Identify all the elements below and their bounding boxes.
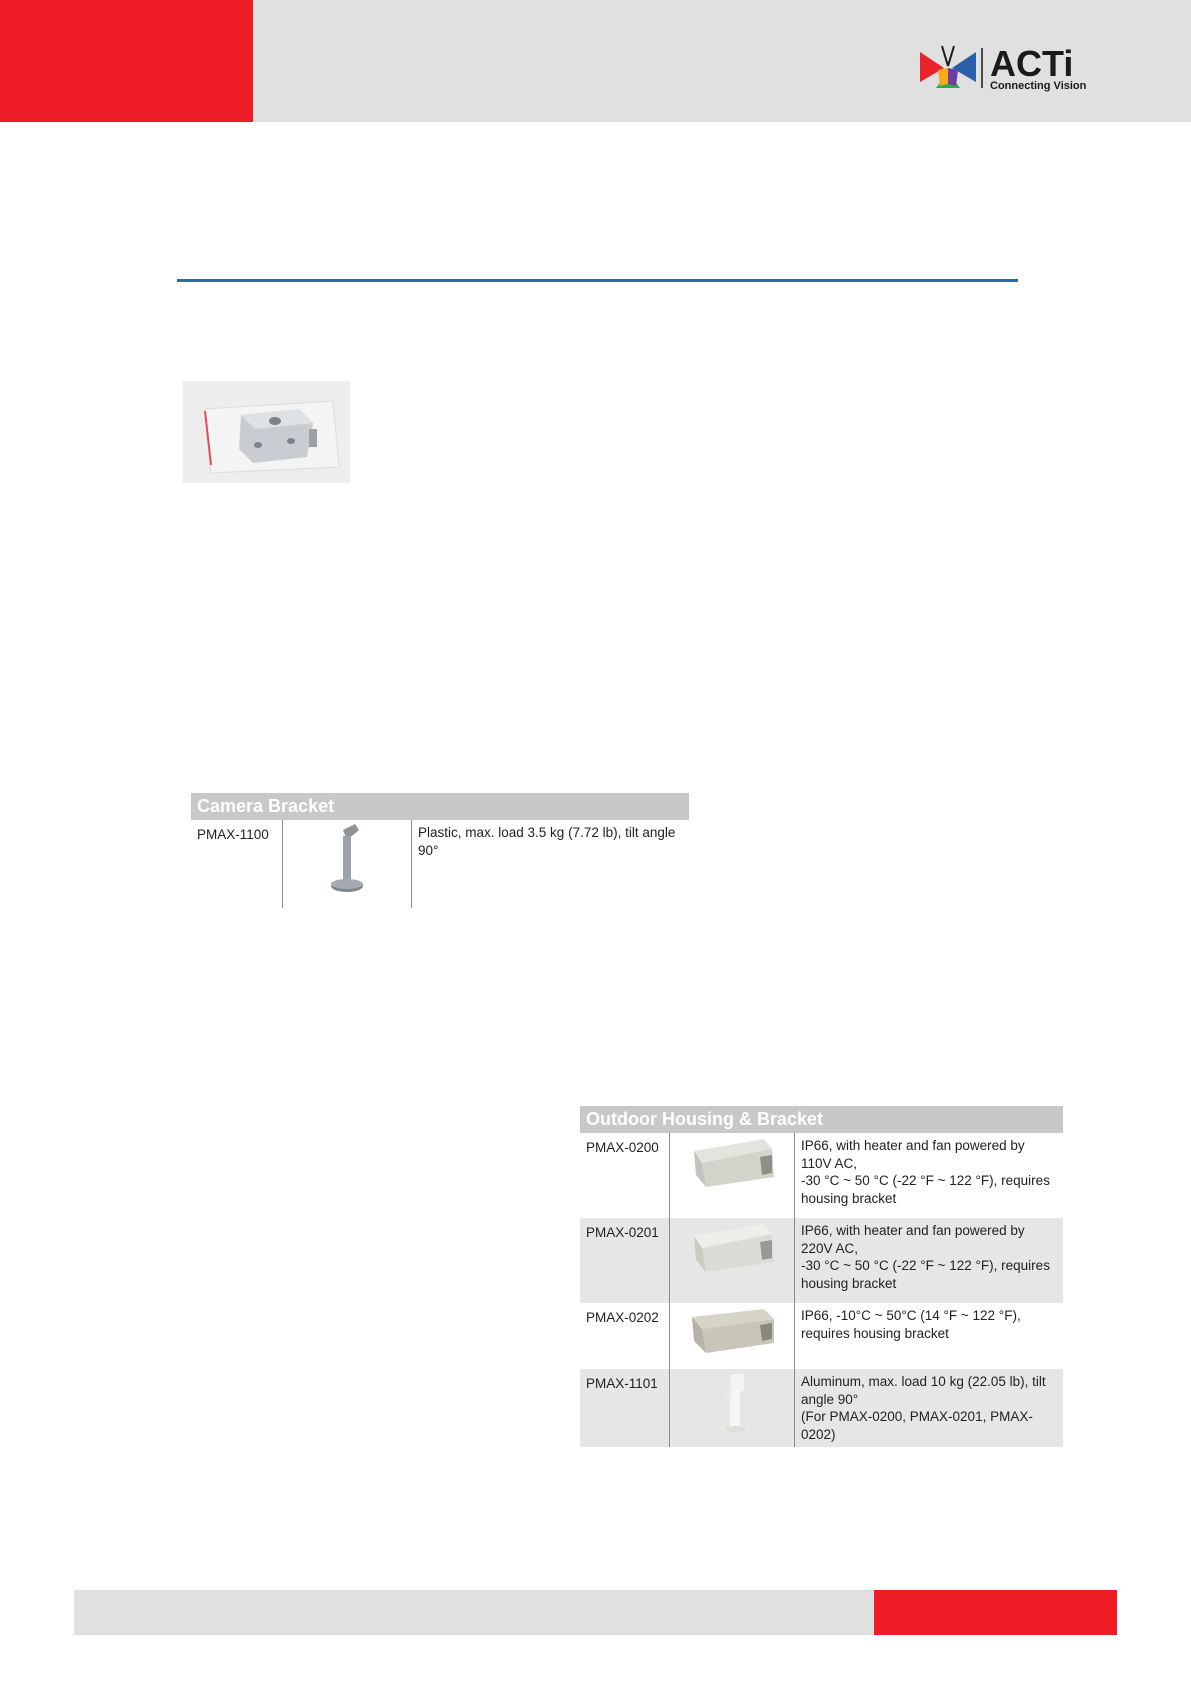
description-line: angle 90° — [801, 1391, 859, 1407]
acti-butterfly-icon — [918, 44, 984, 92]
description-line: IP66, with heater and fan powered by — [801, 1138, 1025, 1153]
description-cell — [795, 1303, 1064, 1369]
table-row — [580, 1218, 1063, 1303]
table-row — [191, 820, 689, 908]
footer-red-block — [874, 1590, 1117, 1635]
model-cell: PMAX-0200 — [586, 1140, 659, 1155]
description-line: 0202) — [801, 1426, 836, 1442]
description-cell — [795, 1369, 1064, 1447]
description-line: IP66, with heater and fan powered by — [801, 1223, 1025, 1238]
model-cell: PMAX-1100 — [197, 827, 269, 842]
description-line: housing bracket — [801, 1275, 897, 1291]
description-line: Aluminum, max. load 10 kg (22.05 lb), tilt — [801, 1374, 1046, 1389]
description-line: -30 °C ~ 50 °C (-22 °F ~ 122 °F), requires — [801, 1173, 1050, 1188]
table-row — [580, 1303, 1063, 1369]
mounting-kit-photo — [183, 381, 350, 483]
housing-bracket-image — [670, 1369, 795, 1447]
table-row — [580, 1133, 1063, 1218]
section-rule — [177, 279, 1018, 282]
description-line: housing bracket — [801, 1190, 897, 1206]
description-line: IP66, -10°C ~ 50°C (14 °F ~ 122 °F), — [801, 1308, 1021, 1323]
outdoor-housing-image — [670, 1133, 795, 1218]
description-cell: Plastic, max. load 3.5 kg (7.72 lb), tilt angle 90° — [418, 825, 676, 858]
description-line: 220V AC, — [801, 1240, 859, 1256]
outdoor-housing-image — [670, 1218, 795, 1303]
outdoor-housing-table — [580, 1106, 1063, 1447]
description-line: requires housing bracket — [801, 1325, 949, 1341]
description-cell — [795, 1218, 1064, 1303]
model-cell: PMAX-0202 — [586, 1310, 659, 1325]
logo-wordmark: ACTi — [990, 43, 1074, 84]
table-title: Camera Bracket — [191, 793, 689, 820]
model-cell: PMAX-1101 — [580, 1369, 670, 1447]
acti-logo — [918, 44, 1088, 94]
model-cell: PMAX-0201 — [580, 1218, 670, 1303]
header-red-block — [0, 0, 253, 122]
table-row — [580, 1369, 1063, 1447]
table-title: Outdoor Housing & Bracket — [580, 1106, 1063, 1133]
description-cell — [795, 1133, 1064, 1218]
wall-bracket-image — [283, 820, 412, 908]
description-line: 110V AC, — [801, 1155, 858, 1171]
camera-bracket-table — [191, 793, 689, 908]
logo-tagline: Connecting Vision — [990, 80, 1087, 92]
description-line: -30 °C ~ 50 °C (-22 °F ~ 122 °F), requires — [801, 1258, 1050, 1273]
outdoor-housing-image — [670, 1303, 795, 1369]
description-line: (For PMAX-0200, PMAX-0201, PMAX- — [801, 1409, 1033, 1424]
